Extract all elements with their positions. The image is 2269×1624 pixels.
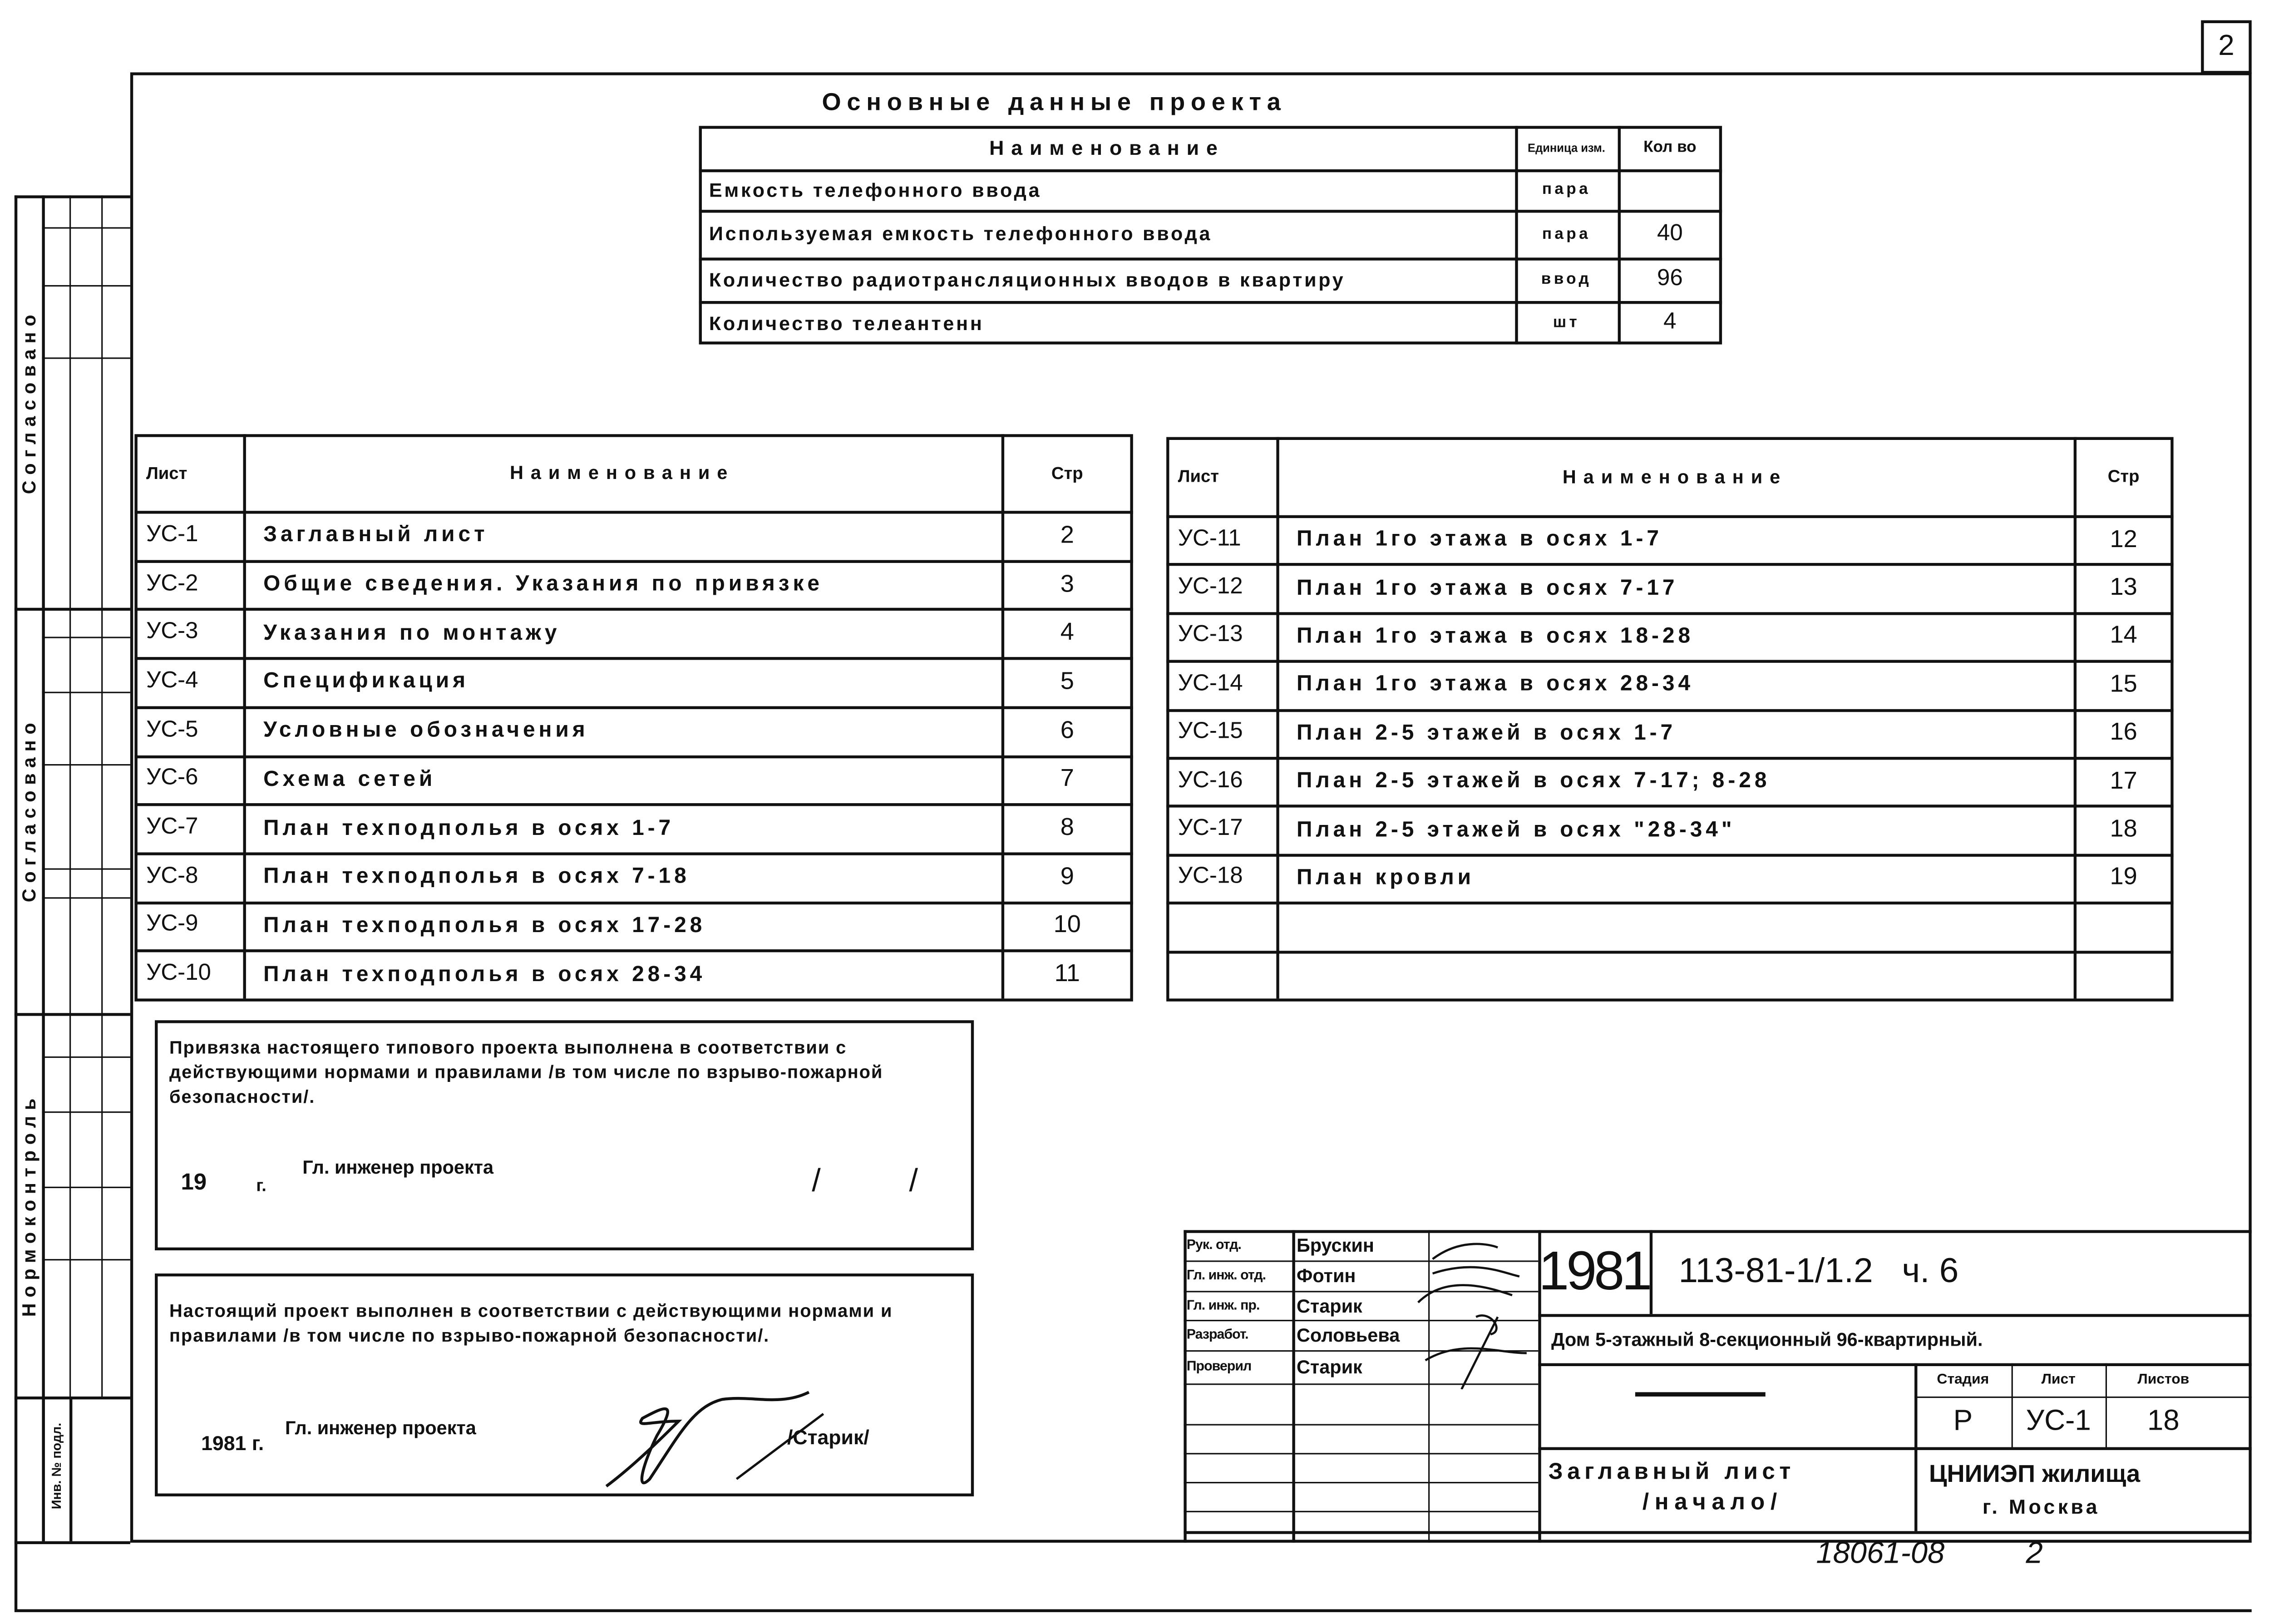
row-qty: [1618, 169, 1722, 210]
row-page: 8: [1060, 813, 1074, 841]
archive-page: 2: [2026, 1537, 2043, 1570]
sheets-count-value: 18: [2147, 1405, 2180, 1437]
signature-name: Фотин: [1297, 1264, 1356, 1287]
row-name: План техподполья в осях 7-18: [263, 864, 690, 889]
header-page: Стр: [2107, 466, 2140, 486]
row-name: Условные обозначения: [263, 718, 589, 743]
row-page: 19: [2110, 863, 2137, 891]
row-page: 11: [1054, 959, 1080, 987]
row-page: 10: [1053, 911, 1081, 938]
row-page: 12: [2110, 525, 2137, 553]
row-sheet: УС-11: [1178, 526, 1241, 551]
row-name: План 1го этажа в осях 18-28: [1297, 623, 1694, 648]
row-sheet: УС-10: [146, 961, 211, 986]
building-description: Дом 5-этажный 8-секционный 96-квартирный.: [1551, 1328, 1983, 1350]
row-page: 14: [2110, 621, 2137, 649]
row-page: [2074, 950, 2174, 998]
signature-role: Гл. инж. отд.: [1186, 1268, 1266, 1284]
binding-note-box: [155, 1020, 974, 1250]
sheet-label: Лист: [2041, 1372, 2076, 1388]
row-unit: пара: [1542, 225, 1591, 242]
row-page: 13: [2110, 573, 2137, 601]
column-divider: [1276, 437, 1279, 999]
stage-label: Стадия: [1937, 1372, 1989, 1388]
blank-dash: [1635, 1392, 1766, 1397]
row-sheet: УС-6: [146, 766, 198, 791]
row-page: 3: [1060, 569, 1074, 597]
header-sheet: Лист: [146, 462, 187, 483]
row-page: 4: [1060, 618, 1074, 646]
row-name: Количество телеантенн: [709, 311, 984, 334]
row-sheet: УС-5: [146, 717, 198, 742]
strip-label-soglasovano-2: Согласовано: [18, 717, 40, 903]
row-page: 15: [2110, 670, 2137, 697]
organization-city: г. Москва: [1982, 1495, 2100, 1518]
project-data-title: Основные данные проекта: [822, 88, 1287, 116]
row-name: Схема сетей: [263, 766, 436, 792]
binding-note-year: 19: [181, 1170, 207, 1195]
row-name: Спецификация: [263, 669, 469, 694]
row-page: 7: [1060, 765, 1074, 792]
header-sheet: Лист: [1178, 466, 1219, 486]
row-name: Количество радиотрансляционных вводов в квартиру: [709, 268, 1346, 291]
row-sheet: УС-12: [1178, 574, 1243, 599]
project-code: 113-81-1/1.2 ч. 6: [1678, 1252, 1959, 1291]
sheet-title-line1: Заглавный лист: [1548, 1460, 1795, 1485]
row-name: План техподполья в осях 28-34: [263, 962, 706, 987]
row-page: 9: [1060, 862, 1074, 890]
signature-role: Проверил: [1186, 1359, 1252, 1375]
row-sheet: УС-2: [146, 571, 198, 596]
row-name: План 1го этажа в осях 7-17: [1297, 575, 1678, 600]
signatures-scribble-icon: [1389, 1230, 1534, 1389]
row-sheet: УС-9: [146, 912, 198, 937]
binding-note-year-suffix: г.: [256, 1175, 266, 1195]
sheet-value: УС-1: [2026, 1405, 2091, 1437]
row-unit: ввод: [1541, 271, 1592, 288]
signature-role: Гл. инж. пр.: [1186, 1297, 1260, 1313]
row-name: План техподполья в осях 1-7: [263, 815, 675, 840]
row-unit: шт: [1553, 314, 1580, 331]
signature-role: Рук. отд.: [1186, 1237, 1241, 1254]
row-sheet: УС-15: [1178, 720, 1243, 745]
row-name: План 1го этажа в осях 28-34: [1297, 672, 1694, 697]
row-page: 2: [1060, 521, 1074, 548]
row-name: Используемая емкость телефонного ввода: [709, 222, 1213, 245]
row-sheet: УС-14: [1178, 671, 1243, 696]
row-page: [2074, 902, 2174, 950]
row-sheet: УС-4: [146, 668, 198, 693]
row-sheet: УС-1: [146, 522, 198, 547]
signature-role: Разработ.: [1186, 1327, 1248, 1343]
row-sheet: УС-8: [146, 864, 198, 889]
row-page: 16: [2110, 718, 2137, 746]
row-page: 6: [1060, 716, 1074, 744]
strip-label-normokontrol: Нормоконтроль: [18, 1092, 40, 1317]
row-unit: пара: [1542, 181, 1591, 198]
signature-name: Старик: [1297, 1356, 1362, 1378]
row-name: Заглавный лист: [263, 523, 488, 548]
row-qty: 40: [1657, 221, 1683, 246]
row-name: План кровли: [1297, 865, 1475, 890]
compliance-note-year: 1981 г.: [201, 1431, 264, 1455]
header-page: Стр: [1051, 462, 1083, 483]
compliance-note-text: Настоящий проект выполнен в соответствии с действующими нормами и правилами /в том числе по взрыво-пожарной безопасности/.: [169, 1301, 893, 1346]
outer-bottom-line: [15, 1609, 2252, 1612]
compliance-note-box: [155, 1274, 974, 1496]
header-name: Наименование: [989, 136, 1225, 159]
sheets-count-label: Листов: [2137, 1372, 2190, 1388]
row-name: Емкость телефонного ввода: [709, 178, 1042, 201]
row-name: План техподполья в осях 17-28: [263, 913, 706, 938]
row-name: Общие сведения. Указания по привязке: [263, 572, 823, 597]
row-sheet: УС-3: [146, 619, 198, 645]
strip-label-inv-number: Инв. № подл.: [49, 1422, 64, 1510]
row-name: План 1го этажа в осях 1-7: [1297, 527, 1662, 552]
column-divider: [243, 434, 246, 998]
row-page: 18: [2110, 814, 2137, 843]
organization-name: ЦНИИЭП жилища: [1929, 1460, 2141, 1488]
stage-value: Р: [1953, 1405, 1973, 1437]
title-block-year: 1981: [1539, 1241, 1650, 1302]
row-page: 17: [2110, 766, 2137, 794]
archive-number: 18061-08: [1816, 1537, 1945, 1570]
row-sheet: УС-13: [1178, 623, 1243, 648]
row-name: Указания по монтажу: [263, 620, 561, 645]
binding-note-signer-label: Гл. инженер проекта: [302, 1156, 494, 1178]
signature-name: Старик: [1297, 1294, 1362, 1317]
header-unit: Единица изм.: [1528, 141, 1605, 154]
binding-note-name-slot: / /: [812, 1162, 918, 1199]
strip-bottom-line: [15, 1541, 130, 1544]
header-name: Наименование: [509, 461, 735, 484]
row-divider: [1166, 950, 2174, 953]
row-sheet: УС-17: [1178, 816, 1243, 841]
row-page: 5: [1060, 667, 1074, 695]
strip-label-soglasovano-1: Согласовано: [18, 309, 40, 494]
sheet-title-line2: /начало/: [1642, 1491, 1783, 1515]
row-name: План 2-5 этажей в осях "28-34": [1297, 817, 1736, 842]
signature-name: Брускин: [1297, 1234, 1374, 1256]
row-sheet: УС-7: [146, 814, 198, 839]
row-qty: 4: [1663, 310, 1677, 335]
compliance-note-signer-label: Гл. инженер проекта: [285, 1417, 476, 1439]
compliance-note-name: /Старик/: [787, 1425, 869, 1449]
header-qty: Кол во: [1643, 139, 1697, 157]
row-qty: 96: [1657, 266, 1683, 291]
binding-note-text: Привязка настоящего типового проекта выполнена в соответствии с действующими нормами и правилами /в том числе по взрыво-пожарной безопасности/.: [169, 1037, 883, 1107]
page-number: 2: [2218, 30, 2234, 63]
signature-name: Соловьева: [1297, 1324, 1400, 1346]
row-name: План 2-5 этажей в осях 1-7: [1297, 720, 1677, 745]
row-name: План 2-5 этажей в осях 7-17; 8-28: [1297, 769, 1771, 794]
row-sheet: УС-16: [1178, 768, 1243, 793]
row-sheet: УС-18: [1178, 864, 1243, 889]
row-divider: [1166, 902, 2174, 904]
header-name: Наименование: [1562, 465, 1788, 487]
